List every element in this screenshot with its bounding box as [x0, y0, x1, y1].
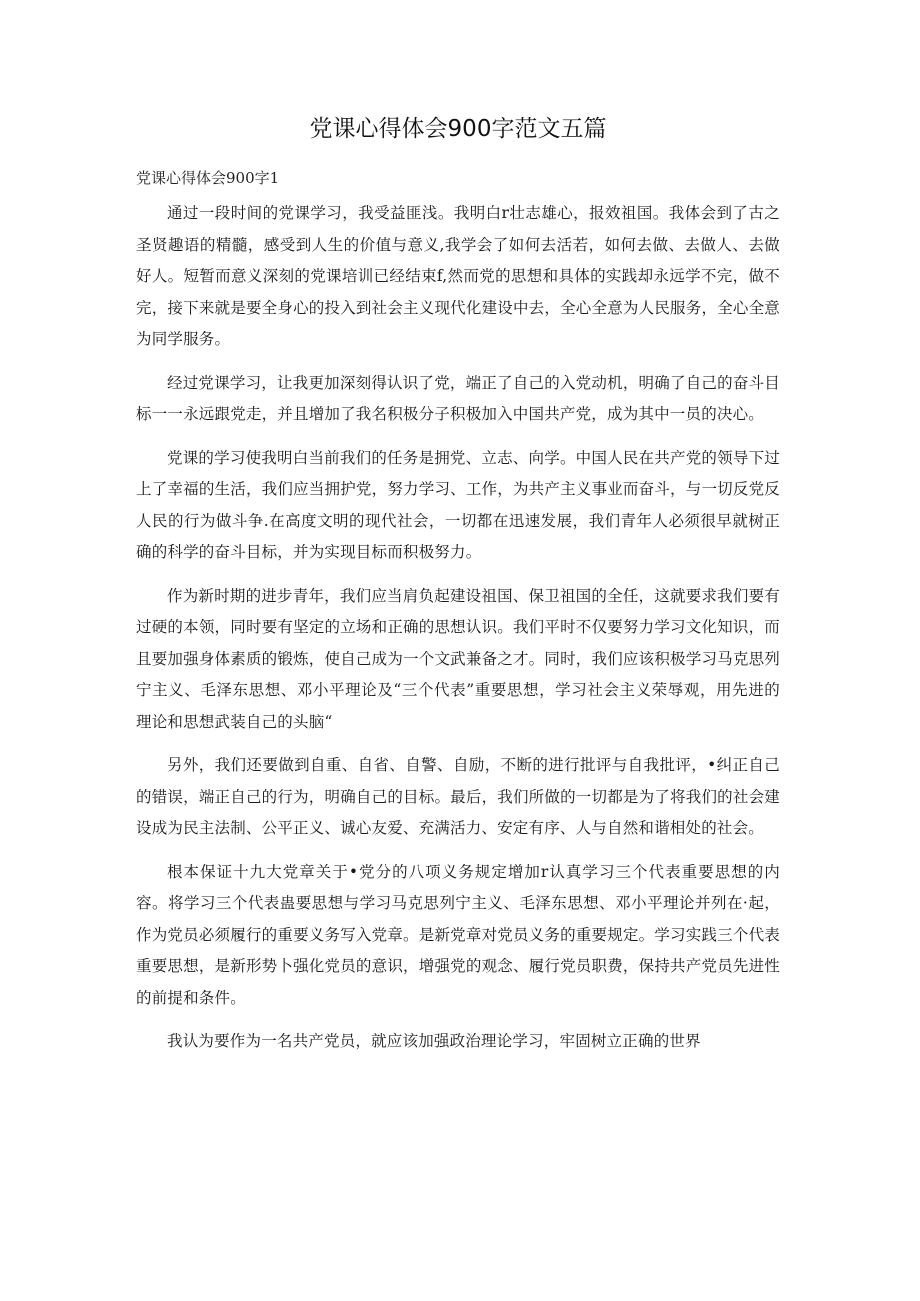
document-body: [136, 198, 780, 1058]
paragraph: 通过一段时间的党课学习，我受益匪浅。我明白r壮志雄心，报效祖国。我体会到了古之圣贤趣语的精髓，感受到人生的价值与意义,我学会了如何去活若，如何去做、去做人、去做好人。短暂而意义深刻的党课培训已经结束f,然而党的思想和具体的实践却永远学不完，做不完，接下来就是要全身心的投入到社会主义现代化建设中去，全心全意为人民服务，全心全意为同学服务。: [136, 204, 780, 348]
paragraph: 党课的学习使我明白当前我们的任务是拥党、立志、向学。中国人民在共产党的领导下过上了幸福的生活，我们应当拥护党，努力学习、工作，为共产主义事业而奋斗，与一切反党反人民的行为做斗争.在高度文明的现代社会，一切都在迅速发展，我们青年人必须很早就树正确的科学的奋斗目标，并为实现目标而积极努力。: [136, 448, 780, 561]
paragraph: 根本保证十九大党章关于•党分的八项义务规定增加r认真学习三个代表重要思想的内容。将学习三个代表蛊要思想与学习马克思列宁主义、毛泽东思想、邓小平理论并列在·起，作为党员必须履行的重要义务写入党章。是新党章对党员义务的重要规定。学习实践三个代表重要思想，是新形势卜强化党员的意识，增强党的观念、履行党员职费，保持共产党员先进性的前提和条件。: [136, 862, 780, 1007]
paragraph: 我认为要作为一名共产党员，就应该加强政治理论学习，牢固树立正确的世界: [167, 1032, 701, 1050]
section-subtitle: 党课心得体会900字1: [136, 169, 280, 187]
document-title: 党课心得体会900字范文五篇: [309, 116, 607, 142]
paragraph: 另外，我们还要做到自重、自省、自警、自励，不断的进行批评与自我批评，•纠正自己的错误，端正自己的行为，明确自己的目标。最后，我们所做的一切都是为了将我们的社会建设成为民主法制、公平正义、诚心友爱、充满活力、安定有序、人与自然和谐相处的社会。: [136, 756, 780, 837]
paragraph: 经过党课学习，让我更加深刻得认识了党，端正了自己的入党动机，明确了自己的奋斗目标一一永远跟党走，并且增加了我名积极分子积极加入中国共产党，成为其中一员的决心。: [136, 373, 780, 423]
paragraph: 作为新时期的进步青年，我们应当肩负起建设祖国、保卫祖国的全任，这就要求我们要有过硬的本领，同时要有坚定的立场和正确的思想认识。我们平时不仅要努力学习文化知识，而且要加强身体素质的锻炼，使自己成为一个文武兼备之才。同时，我们应该积极学习马克思列宁主义、毛泽东思想、邓小平理论及“三个代表”重要思想，学习社会主义荣辱观，用先进的理论和思想武装自己的头脑“: [136, 586, 780, 731]
